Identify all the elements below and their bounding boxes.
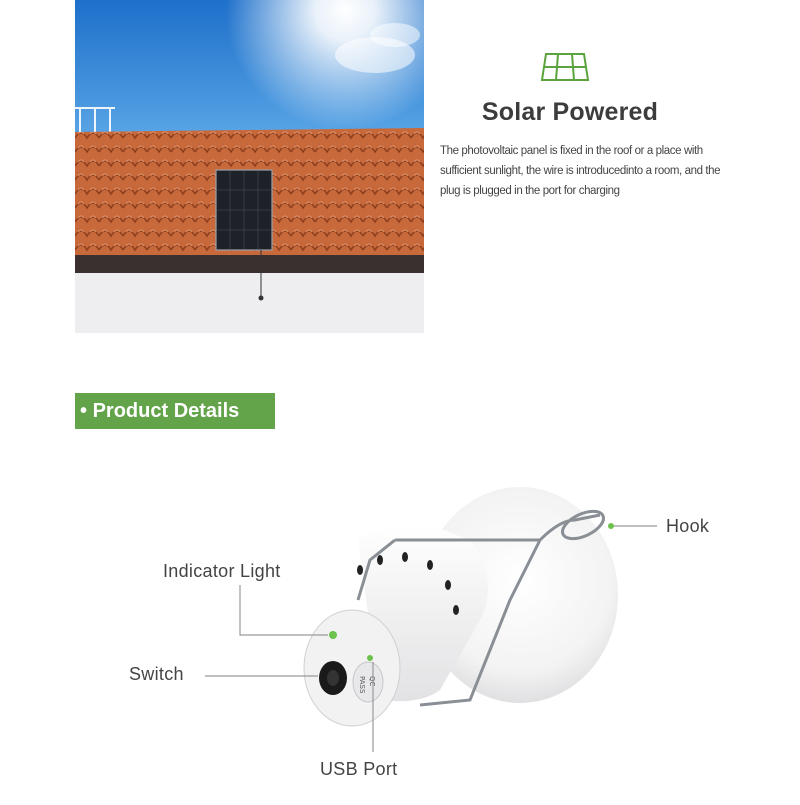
- section-title: Product Details: [92, 400, 240, 422]
- section-banner: [75, 393, 275, 429]
- qc-label: QC: [368, 676, 376, 687]
- switch-label: Switch: [129, 664, 184, 684]
- rooftop-solar-photo: [75, 0, 424, 333]
- feature-description: The photovoltaic panel is fixed in the roof or a place with sufficient sunlight, the wire is introducedinto a room, and the plug is plugged in the port for charging: [440, 145, 721, 197]
- usb-port-label: USB Port: [320, 759, 398, 779]
- solar-panel-icon: [540, 52, 590, 82]
- hook-label: Hook: [666, 516, 710, 536]
- product-illustration: [0, 440, 800, 800]
- feature-title: Solar Powered: [481, 98, 659, 126]
- pass-label: PASS: [358, 676, 366, 694]
- indicator-light-label: Indicator Light: [163, 561, 281, 581]
- bullet: •: [80, 400, 88, 422]
